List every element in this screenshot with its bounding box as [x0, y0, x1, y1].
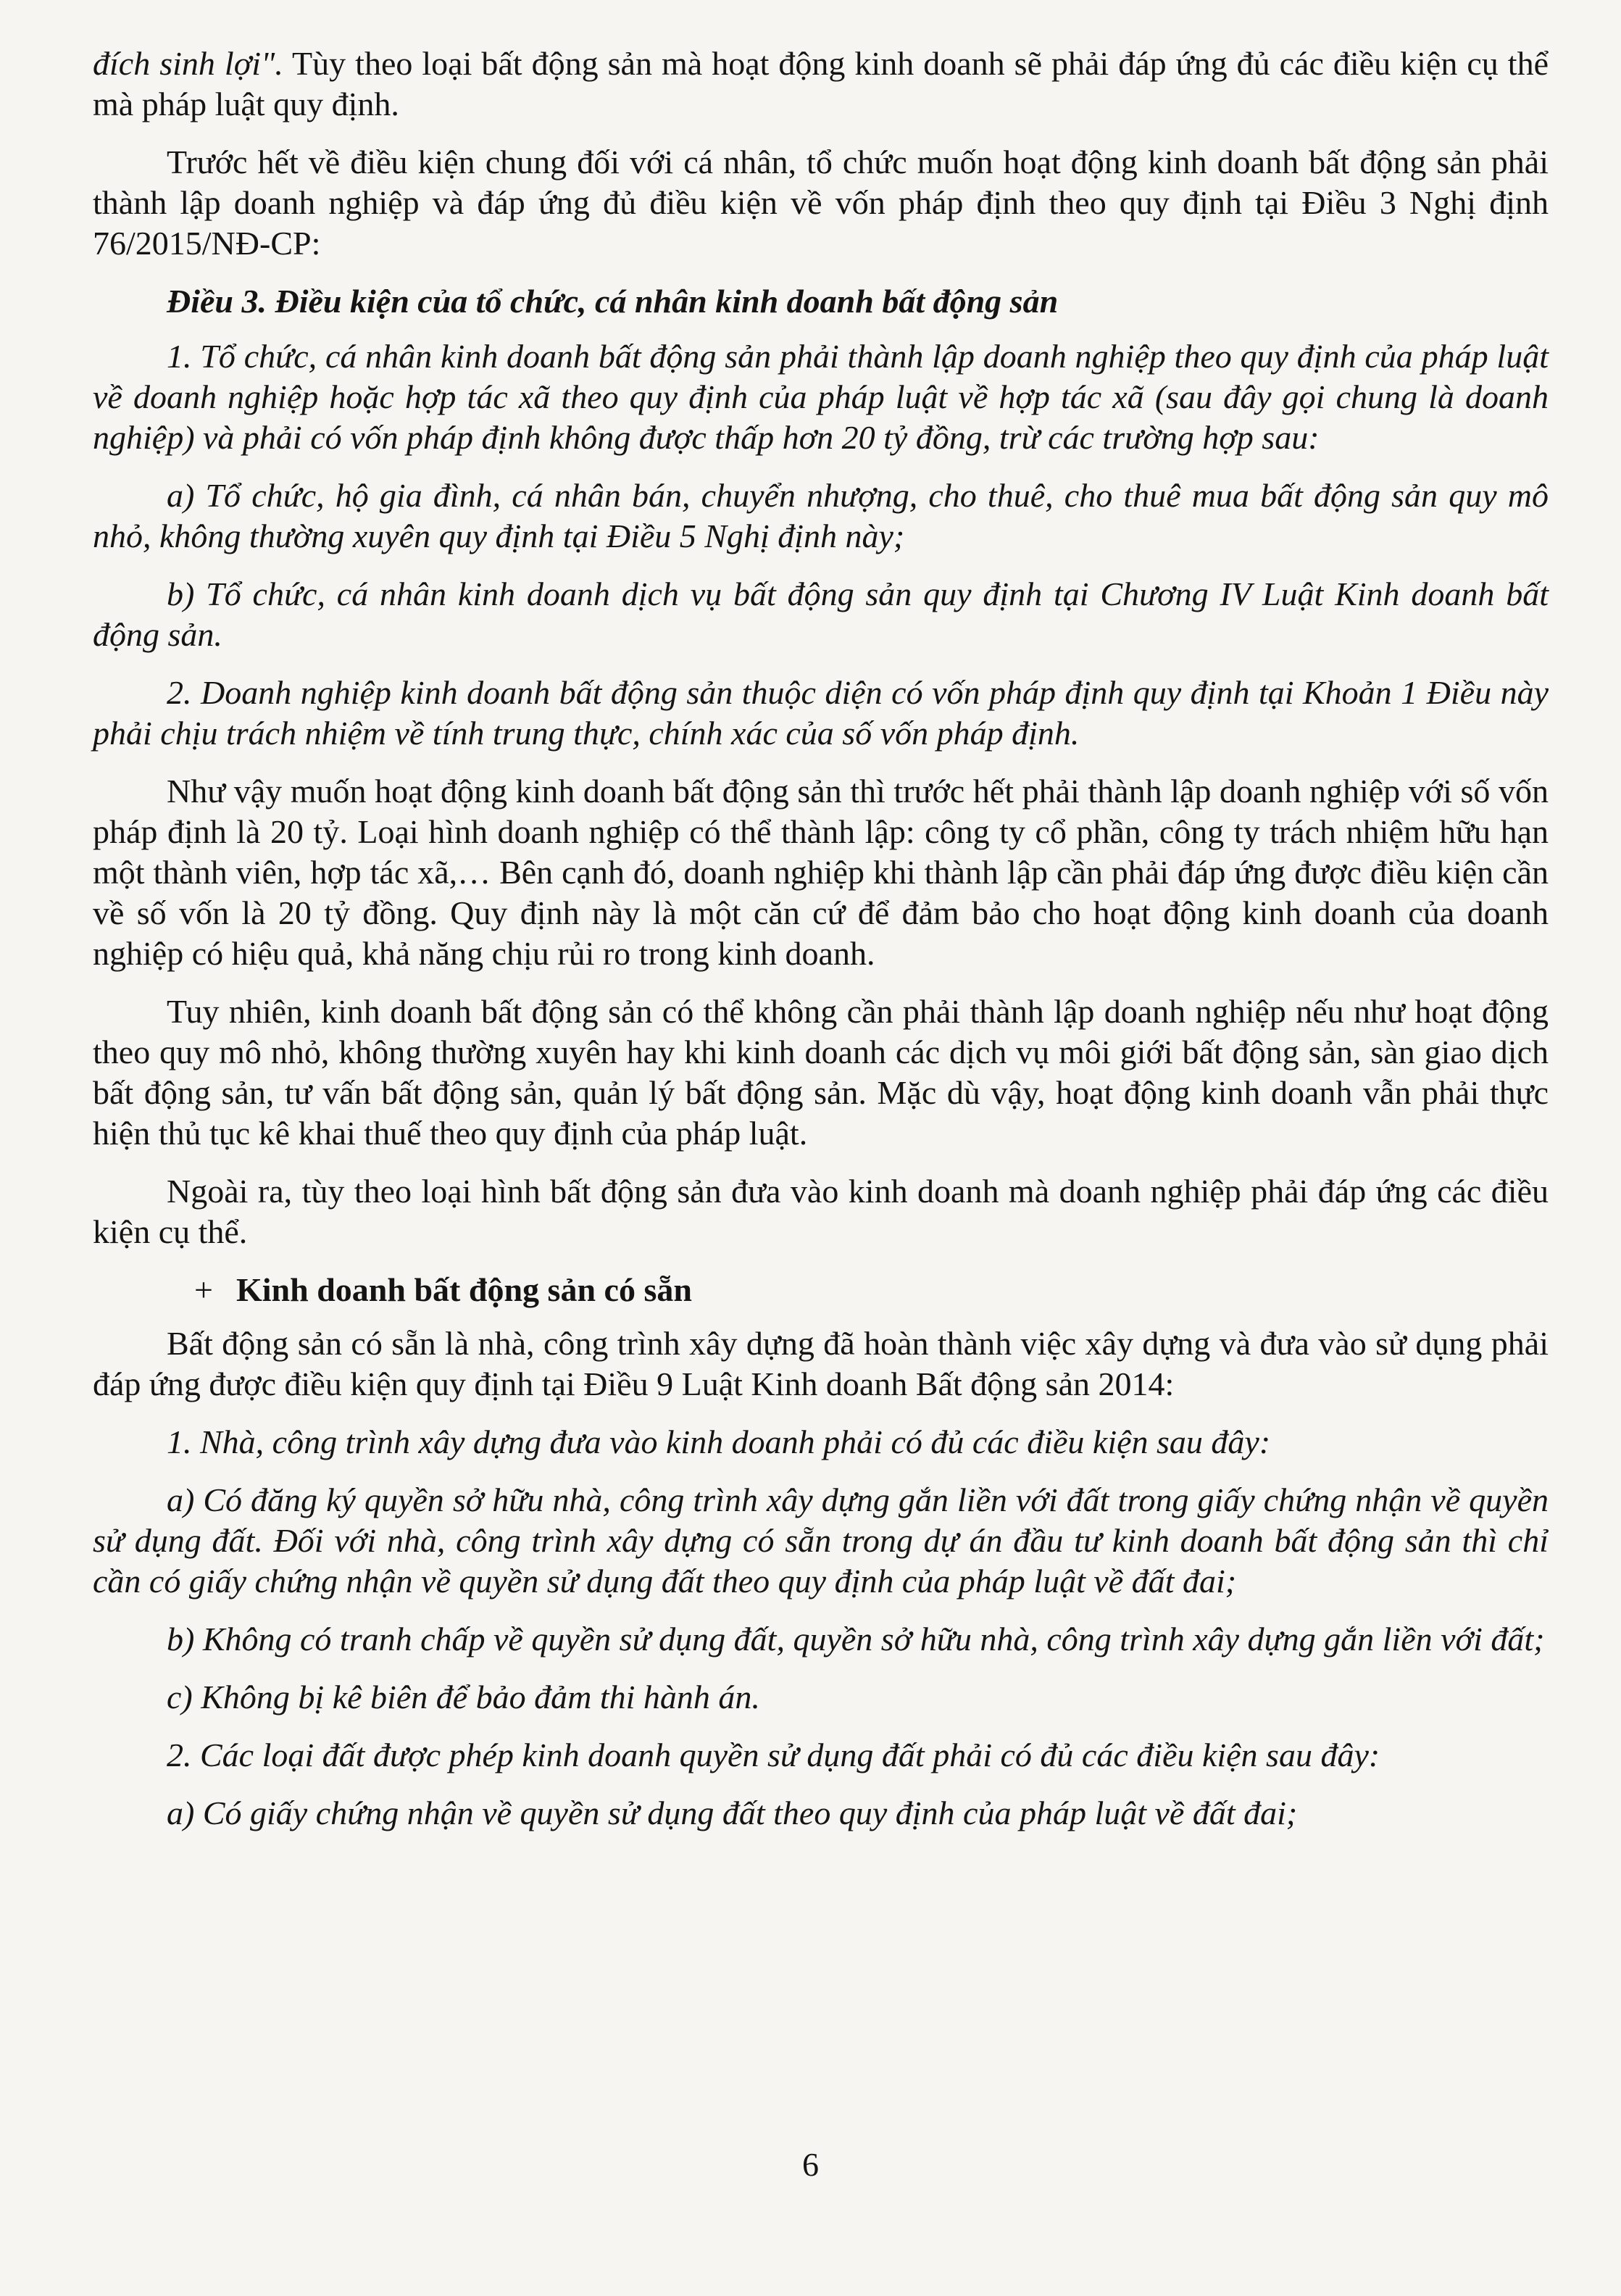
article-heading: Điều 3. Điều kiện của tổ chức, cá nhân kinh doanh bất động sản — [167, 283, 1059, 320]
paragraph: Ngoài ra, tùy theo loại hình bất động sản đưa vào kinh doanh mà doanh nghiệp phải đáp ứng các điều kiện cụ thể. — [93, 1173, 1549, 1250]
paragraph: Bất động sản có sẵn là nhà, công trình xây dựng đã hoàn thành việc xây dựng và đưa vào sử dụng phải đáp ứng được điều kiện quy định tại Điều 9 Luật Kinh doanh Bất động sản 2014: — [93, 1325, 1549, 1402]
paragraph — [93, 43, 1549, 125]
bullet-mark: + — [194, 1271, 213, 1308]
paragraph: Trước hết về điều kiện chung đối với cá nhân, tổ chức muốn hoạt động kinh doanh bất động sản phải thành lập doanh nghiệp và đáp ứng đủ điều kiện về vốn pháp định theo quy định tại Điều 3 Nghị định 76/2015/NĐ-CP: — [93, 144, 1549, 262]
paragraph: Như vậy muốn hoạt động kinh doanh bất động sản thì trước hết phải thành lập doanh nghiệp với số vốn pháp định là 20 tỷ. Loại hình doanh nghiệp có thể thành lập: công ty cổ phần, công ty trách nhiệm hữu hạn một thành viên, hợp tác xã,… Bên cạnh đó, doanh nghiệp khi thành lập cần phải đáp ứng được điều kiện cần về số vốn là 20 tỷ đồng. Quy định này là một căn cứ để đảm bảo cho hoạt động kinh doanh của doanh nghiệp có hiệu quả, khả năng chịu rủi ro trong kinh doanh. — [93, 773, 1549, 972]
quoted-clause: 2. Doanh nghiệp kinh doanh bất động sản thuộc diện có vốn pháp định quy định tại Khoản 1 Điều này phải chịu trách nhiệm về tính trung thực, chính xác của số vốn pháp định. — [93, 674, 1549, 752]
quoted-clause: b) Tổ chức, cá nhân kinh doanh dịch vụ bất động sản quy định tại Chương IV Luật Kinh doanh bất động sản. — [93, 575, 1549, 653]
quoted-clause: 1. Nhà, công trình xây dựng đưa vào kinh doanh phải có đủ các điều kiện sau đây: — [167, 1423, 1271, 1460]
quoted-clause: b) Không có tranh chấp về quyền sử dụng đất, quyền sở hữu nhà, công trình xây dựng gắn liền với đất; — [167, 1621, 1545, 1657]
body-text — [93, 43, 1549, 1834]
quoted-clause: a) Có đăng ký quyền sở hữu nhà, công trình xây dựng gắn liền với đất trong giấy chứng nhận về quyền sử dụng đất. Đối với nhà, công trình xây dựng có sẵn trong dự án đầu tư kinh doanh bất động sản thì chỉ cần có giấy chứng nhận về quyền sử dụng đất theo quy định của pháp luật về đất đai; — [93, 1481, 1549, 1600]
quoted-clause: a) Tổ chức, hộ gia đình, cá nhân bán, chuyển nhượng, cho thuê, cho thuê mua bất động sản quy mô nhỏ, không thường xuyên quy định tại Điều 5 Nghị định này; — [93, 477, 1549, 554]
bullet-text: Kinh doanh bất động sản có sẵn — [236, 1271, 692, 1308]
quoted-clause: a) Có giấy chứng nhận về quyền sử dụng đất theo quy định của pháp luật về đất đai; — [167, 1794, 1298, 1831]
quoted-clause: c) Không bị kê biên để bảo đảm thi hành án. — [167, 1679, 760, 1715]
paragraph-lead-italic: đích sinh lợi". — [93, 45, 283, 82]
section-bullet — [93, 1270, 1549, 1310]
paragraph: Tuy nhiên, kinh doanh bất động sản có thể không cần phải thành lập doanh nghiệp nếu như hoạt động theo quy mô nhỏ, không thường xuyên hay khi kinh doanh các dịch vụ môi giới bất động sản, sàn giao dịch bất động sản, tư vấn bất động sản, quản lý bất động sản. Mặc dù vậy, hoạt động kinh doanh vẫn phải thực hiện thủ tục kê khai thuế theo quy định của pháp luật. — [93, 993, 1549, 1152]
paragraph-text: Tùy theo loại bất động sản mà hoạt động kinh doanh sẽ phải đáp ứng đủ các điều kiện cụ thể mà pháp luật quy định. — [93, 45, 1549, 122]
quoted-clause: 2. Các loại đất được phép kinh doanh quyền sử dụng đất phải có đủ các điều kiện sau đây: — [167, 1736, 1380, 1773]
quoted-clause: 1. Tổ chức, cá nhân kinh doanh bất động sản phải thành lập doanh nghiệp theo quy định của pháp luật về doanh nghiệp hoặc hợp tác xã theo quy định của pháp luật về hợp tác xã (sau đây gọi chung là doanh nghiệp) và phải có vốn pháp định không được thấp hơn 20 tỷ đồng, trừ các trường hợp sau: — [93, 338, 1549, 456]
page-number: 6 — [802, 2146, 819, 2183]
